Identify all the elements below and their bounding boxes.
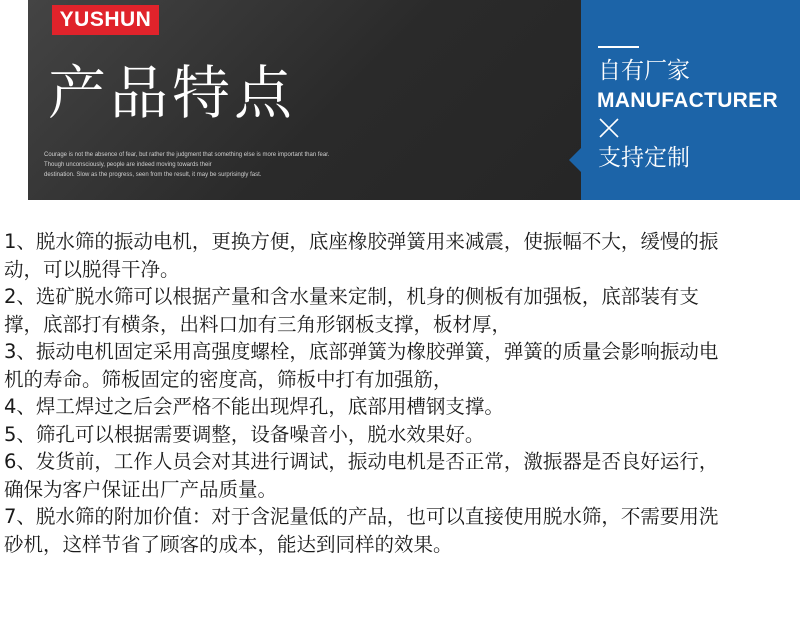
feature-line: 1、脱水筛的振动电机，更换方便，底座橡胶弹簧用来减震，使振幅不大，缓慢的振: [4, 230, 719, 253]
feature-line: 3、振动电机固定采用高强度螺栓，底部弹簧为橡胶弹簧，弹簧的质量会影响振动电: [4, 340, 719, 363]
brand-logo: YUSHUN: [52, 5, 159, 35]
banner-quote: [44, 150, 474, 180]
quote-line: Though unconsciously, people are indeed moving towards their: [44, 162, 212, 168]
feature-line: 砂机，这样节省了顾客的成本，能达到同样的效果。: [4, 532, 453, 556]
panel-arrow: [569, 148, 581, 172]
feature-line: 7、脱水筛的附加价值：对于含泥量低的产品，也可以直接使用脱水筛，不需要用洗: [4, 505, 719, 528]
feature-line: 确保为客户保证出厂产品质量。: [4, 477, 278, 501]
feature-line: 6、发货前，工作人员会对其进行调试，振动电机是否正常，激振器是否良好运行，: [4, 450, 719, 473]
feature-line: 5、筛孔可以根据需要调整，设备噪音小，脱水效果好。: [4, 422, 485, 446]
panel-title-en: MANUFACTURER: [597, 89, 778, 112]
x-cross-icon: [598, 113, 620, 141]
feature-line: 机的寿命。筛板固定的密度高，筛板中打有加强筋，: [4, 367, 453, 391]
panel-title-cn: 自有厂家: [598, 58, 690, 84]
feature-line: 4、焊工焊过之后会严格不能出现焊孔，底部用槽钢支撑。: [4, 395, 504, 418]
product-banner: [0, 0, 800, 200]
panel-subtitle-cn: 支持定制: [598, 145, 690, 171]
banner-left-margin: [0, 0, 28, 200]
panel-divider: [598, 46, 639, 48]
feature-list: [4, 228, 796, 558]
feature-line: 动，可以脱得干净。: [4, 257, 180, 281]
feature-line: 撑，底部打有横条，出料口加有三角形钢板支撑，板材厚，: [4, 312, 512, 336]
quote-line: Courage is not the absence of fear, but rather the judgment that something else is more important than fear.: [44, 152, 330, 158]
page-title: 产品特点: [48, 59, 297, 127]
quote-line: destination. Slow as the progress, seen from the result, it may be surprisingly fast.: [44, 172, 262, 178]
feature-line: 2、选矿脱水筛可以根据产量和含水量来定制，机身的侧板有加强板，底部装有支: [4, 285, 699, 308]
